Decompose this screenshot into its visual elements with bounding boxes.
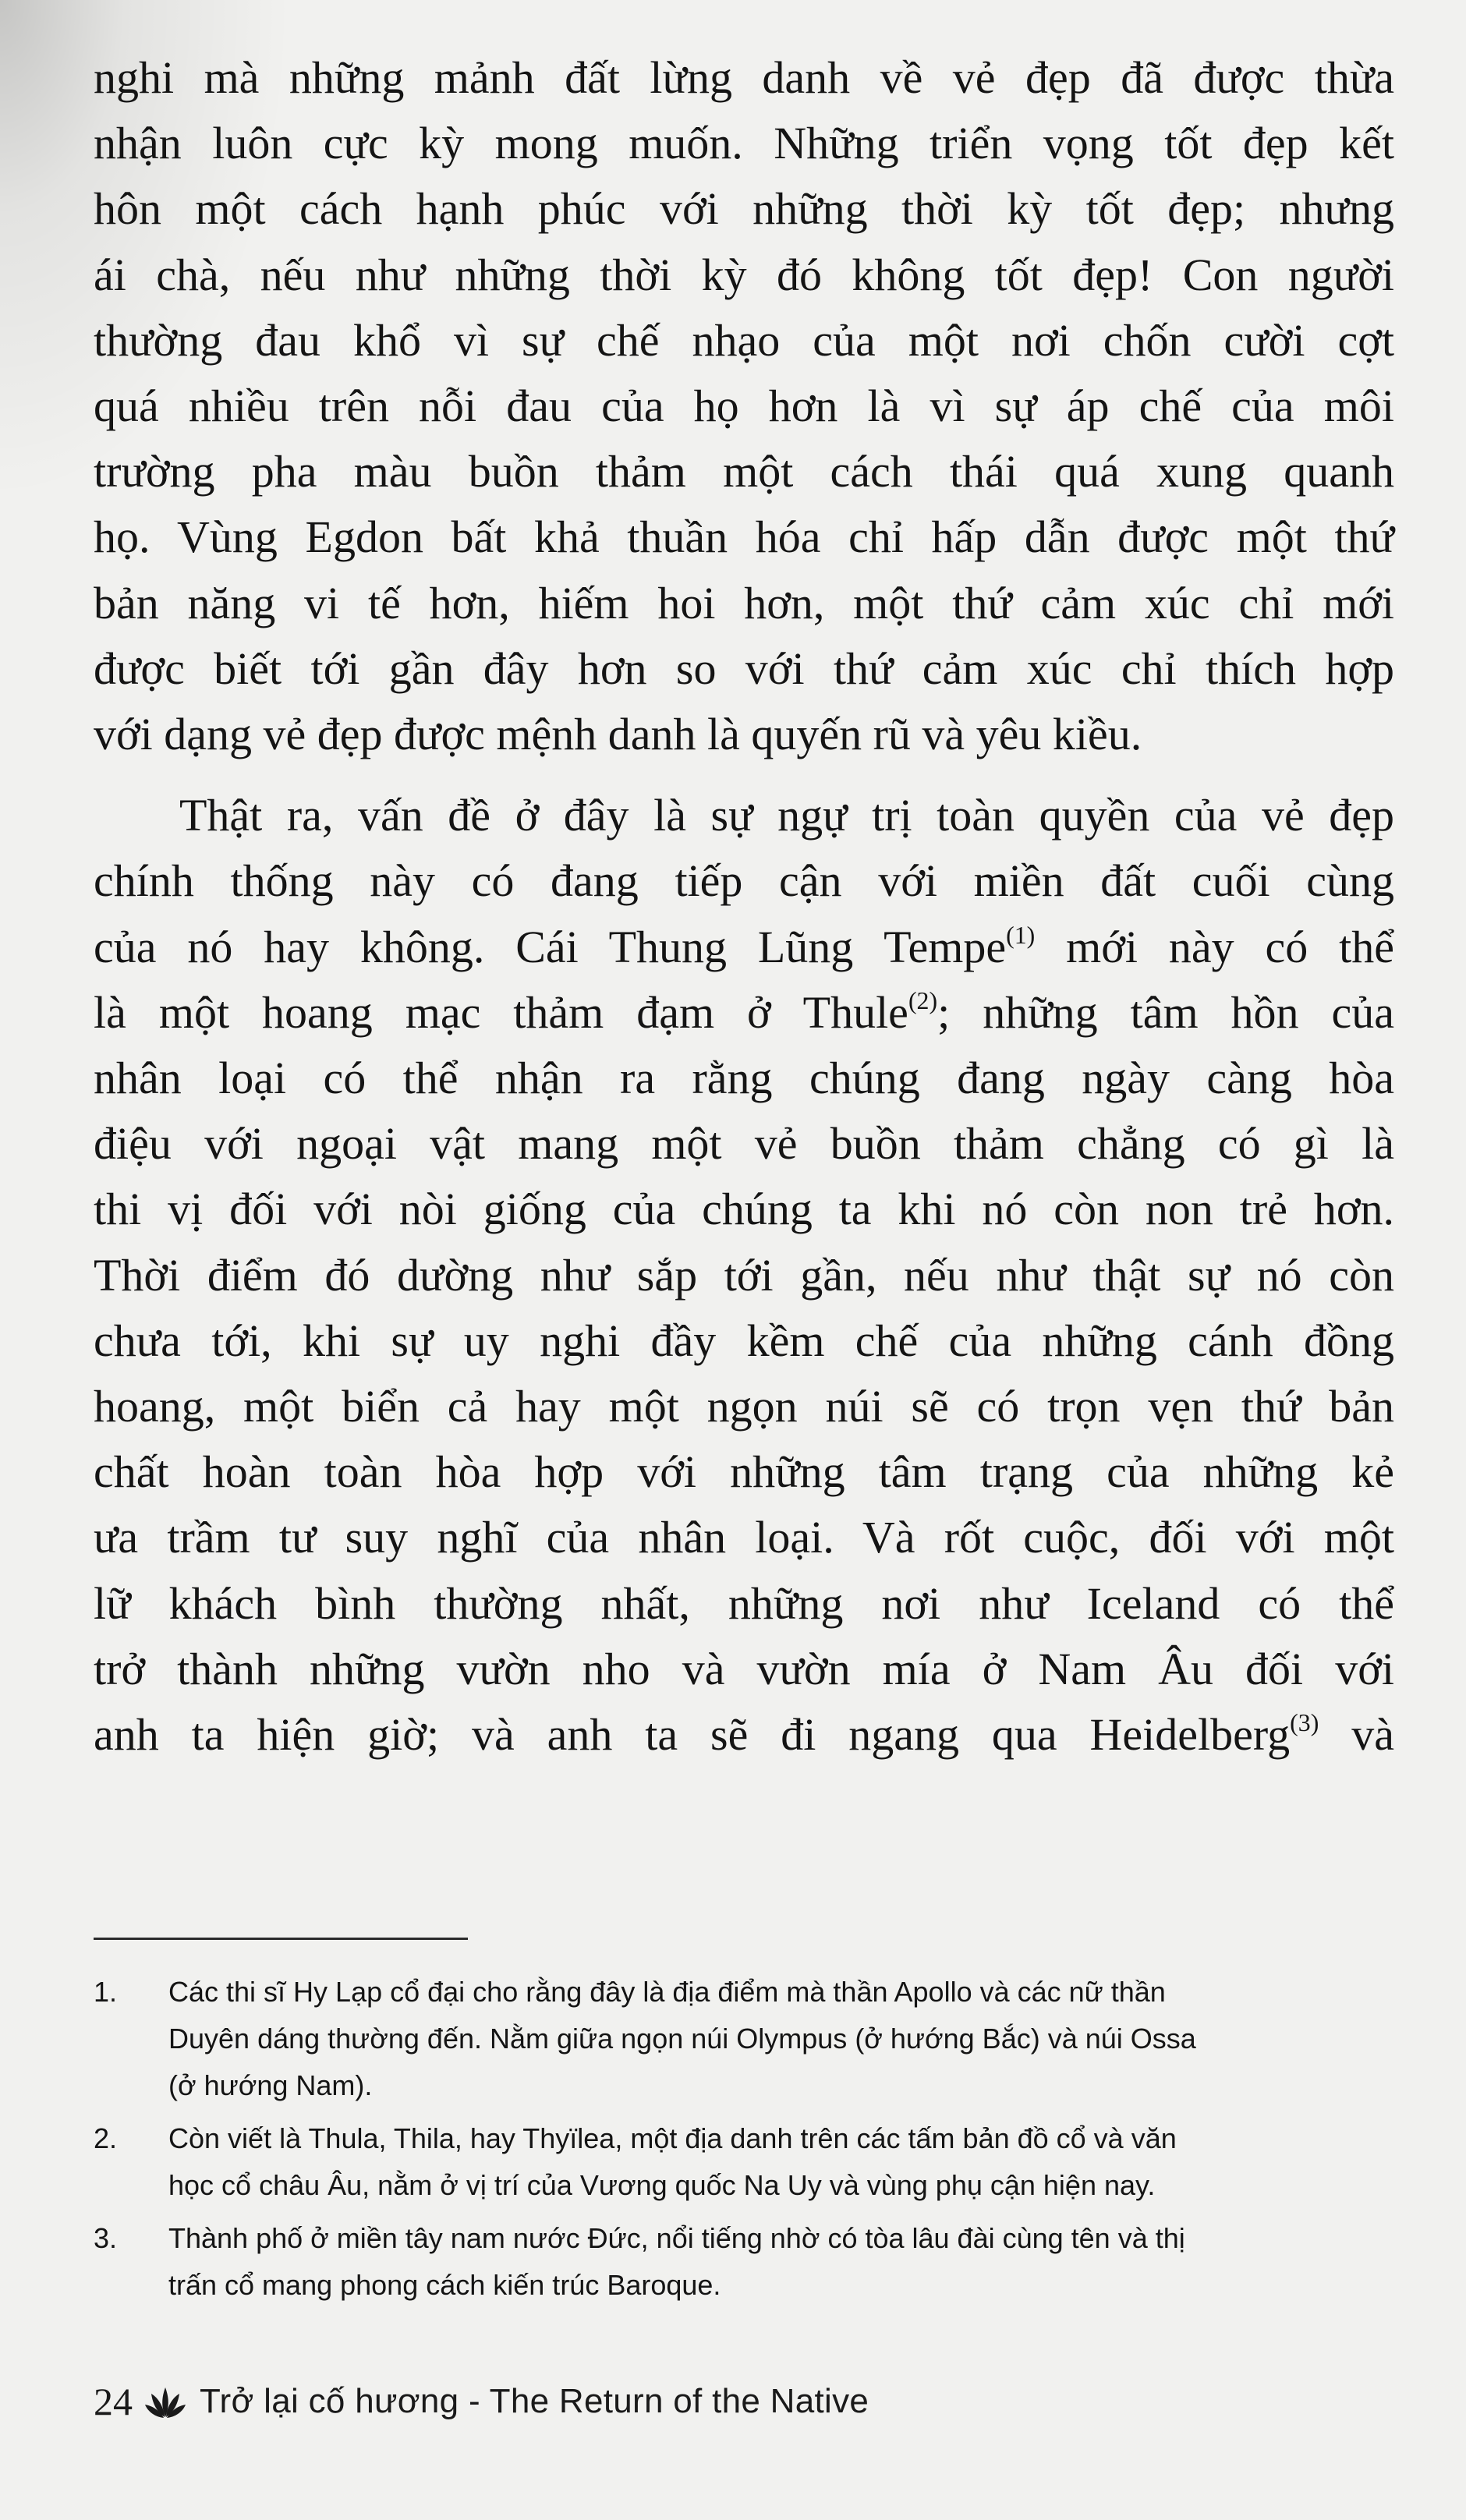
text-line: hôn một cách hạnh phúc với những thời kỳ tốt đẹp; nhưng xyxy=(94,183,1394,235)
text-line: thường đau khổ vì sự chế nhạo của một nơi chốn cười cợt xyxy=(94,314,1394,366)
text-line: với dạng vẻ đẹp được mệnh danh là quyến rũ và yêu kiều. xyxy=(94,709,1142,760)
text-line: họ. Vùng Egdon bất khả thuần hóa chỉ hấp dẫn được một thứ xyxy=(94,511,1394,563)
text-segment: của nó hay không. Cái Thung Lũng Tempe xyxy=(94,921,1007,972)
text-line: lữ khách bình thường nhất, những nơi như Iceland có thể xyxy=(94,1577,1394,1629)
text-line: quá nhiều trên nỗi đau của họ hơn là vì sự áp chế của môi xyxy=(94,380,1394,432)
text-line: Thật ra, vấn đề ở đây là sự ngự trị toàn quyền của vẻ đẹp xyxy=(179,790,1394,841)
footnotes xyxy=(94,1969,1388,2315)
footnote-ref-1[interactable]: (1) xyxy=(1006,921,1036,949)
text-line: nghi mà những mảnh đất lừng danh về vẻ đẹp đã được thừa xyxy=(94,52,1394,103)
footnote-line: Còn viết là Thula, Thila, hay Thyïlea, một địa danh trên các tấm bản đồ cổ và văn xyxy=(168,2122,1177,2154)
text-segment: là một hoang mạc thảm đạm ở Thule xyxy=(94,986,908,1038)
text-line: được biết tới gần đây hơn so với thứ cảm xúc chỉ thích hợp xyxy=(94,642,1394,694)
text-line: trường pha màu buồn thảm một cách thái quá xung quanh xyxy=(94,446,1394,497)
paragraph xyxy=(94,45,1394,767)
page-footer xyxy=(94,2378,869,2425)
paragraph xyxy=(94,783,1394,1768)
text-line: nhân loại có thể nhận ra rằng chúng đang ngày càng hòa xyxy=(94,1053,1394,1104)
text-line xyxy=(94,1702,1394,1768)
text-line: thi vị đối với nòi giống của chúng ta khi nó còn non trẻ hơn. xyxy=(94,1184,1394,1235)
text-segment: mới này có thể xyxy=(1035,921,1394,972)
text-segment: ; những tâm hồn của xyxy=(937,986,1394,1038)
footnote-line: học cổ châu Âu, nằm ở vị trí của Vương quốc Na Uy và vùng phụ cận hiện nay. xyxy=(168,2169,1156,2201)
footnote-number: 3. xyxy=(94,2222,118,2254)
text-line: hoang, một biển cả hay một ngọn núi sẽ có trọn vẹn thứ bản xyxy=(94,1381,1394,1432)
paragraph-gap xyxy=(94,767,1394,783)
text-line: chính thống này có đang tiếp cận với miền đất cuối cùng xyxy=(94,855,1394,907)
text-line: chưa tới, khi sự uy nghi đầy kềm chế của những cánh đồng xyxy=(94,1315,1394,1366)
footnote-3 xyxy=(94,2215,1388,2309)
running-title: Trở lại cố hương - The Return of the Native xyxy=(200,2382,869,2420)
footnote-ref-3[interactable]: (3) xyxy=(1290,1709,1319,1737)
text-line: chất hoàn toàn hòa hợp với những tâm trạng của những kẻ xyxy=(94,1446,1394,1498)
footnote-2 xyxy=(94,2115,1388,2209)
text-line: ưa trầm tư suy nghĩ của nhân loại. Và rốt cuộc, đối với một xyxy=(94,1512,1394,1563)
footnote-line: Duyên dáng thường đến. Nằm giữa ngọn núi Olympus (ở hướng Bắc) và núi Ossa xyxy=(168,2023,1196,2055)
text-line: nhận luôn cực kỳ mong muốn. Những triển vọng tốt đẹp kết xyxy=(94,118,1394,169)
main-text xyxy=(94,45,1394,1768)
footnote-line: Thành phố ở miền tây nam nước Đức, nổi tiếng nhờ có tòa lâu đài cùng tên và thị xyxy=(168,2222,1185,2254)
text-line: ái chà, nếu như những thời kỳ đó không tốt đẹp! Con người xyxy=(94,249,1394,300)
footnote-line: trấn cổ mang phong cách kiến trúc Baroque. xyxy=(168,2269,721,2301)
page-number: 24 xyxy=(94,2380,133,2423)
footnote-number: 1. xyxy=(94,1976,118,2008)
footnote-divider xyxy=(94,1938,468,1940)
text-segment: anh ta hiện giờ; và anh ta sẽ đi ngang qua Heidelberg xyxy=(94,1709,1291,1761)
text-line: trở thành những vườn nho và vườn mía ở Nam Âu đối với xyxy=(94,1643,1394,1694)
footnote-ref-2[interactable]: (2) xyxy=(908,986,938,1014)
text-line xyxy=(94,980,1394,1046)
text-line xyxy=(94,915,1394,980)
footnote-line: (ở hướng Nam). xyxy=(168,2069,373,2101)
footnote-line: Các thi sĩ Hy Lạp cổ đại cho rằng đây là địa điểm mà thần Apollo và các nữ thần xyxy=(168,1976,1166,2008)
text-line: bản năng vi tế hơn, hiếm hoi hơn, một thứ cảm xúc chỉ mới xyxy=(94,577,1394,628)
text-line: Thời điểm đó dường như sắp tới gần, nếu như thật sự nó còn xyxy=(94,1249,1394,1301)
text-line: điệu với ngoại vật mang một vẻ buồn thảm chẳng có gì là xyxy=(94,1118,1394,1170)
footnote-number: 2. xyxy=(94,2122,118,2154)
lotus-ornament-icon xyxy=(143,2383,187,2420)
footnote-1 xyxy=(94,1969,1388,2109)
text-segment: và xyxy=(1319,1709,1394,1761)
